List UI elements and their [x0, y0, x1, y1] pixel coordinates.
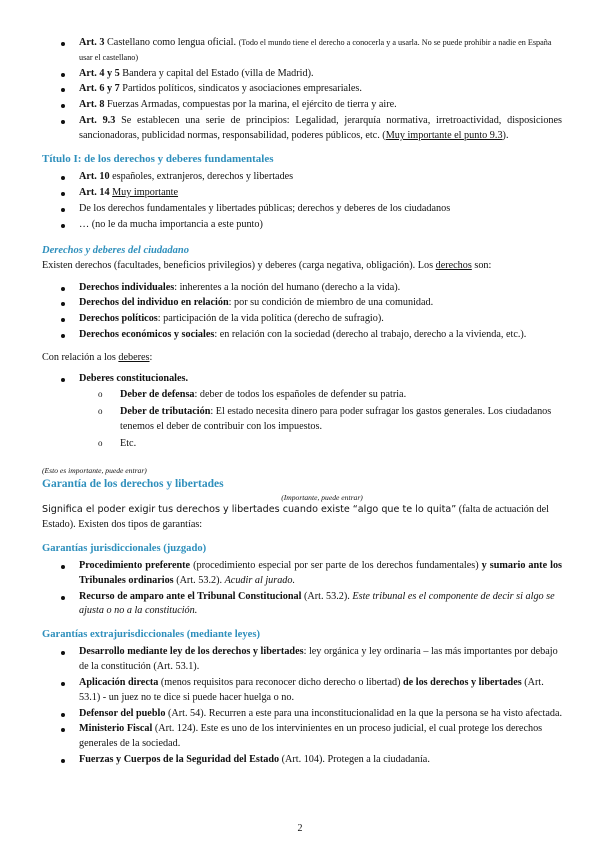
list-item: [79, 218, 562, 233]
list-item: [79, 296, 562, 311]
item-text: … (no le da mucha importancia a este punto): [79, 218, 263, 230]
subsection-heading: Garantías jurisdiccionales (juzgado): [42, 542, 207, 554]
paragraph: [42, 503, 562, 533]
list-item: [79, 559, 562, 589]
definition: : deber de todos los españoles de defender su patria.: [194, 389, 407, 401]
term: Deber de tributación: [120, 406, 211, 417]
article-text: españoles, extranjeros, derechos y libertades: [109, 171, 294, 183]
term: Defensor del pueblo: [79, 707, 166, 719]
text: (falta de actuación del Estado). Existen dos tipos de garantías:: [42, 504, 549, 530]
term: Aplicación directa: [79, 676, 159, 688]
term: Derechos del individuo en relación: [79, 297, 229, 309]
article-text: Se establecen una serie de principios: Legalidad, jerarquía normativa, irretroactividad, disposiciones sancionadoras, publicidad normas, responsabilidad, poderes públicos, etc. (: [79, 114, 562, 141]
spacer: [42, 365, 562, 372]
paragraph: [42, 259, 562, 274]
definition: (Art. 53.1) - un juez no te dice si puede hacer huelga o no.: [79, 676, 544, 703]
list-item: [79, 645, 562, 675]
sublist-item: [120, 437, 562, 452]
list-item: [79, 722, 562, 752]
definition: (Art. 53.2).: [301, 590, 353, 602]
list-item: [79, 312, 562, 327]
term: Deberes constitucionales.: [79, 373, 189, 385]
definition: : en relación con la sociedad (derecho al trabajo, derecho a la vivienda, etc.).: [214, 328, 527, 340]
term: Recurso de amparo ante el Tribunal Constitucional: [79, 590, 302, 602]
paragraph: [42, 351, 562, 366]
underlined-note: Muy importante: [112, 187, 179, 199]
sublist-item: [120, 388, 562, 403]
text: Con relación a los: [42, 351, 119, 363]
deberes-list: [42, 372, 562, 387]
article-text: Bandera y capital del Estado (villa de Madrid).: [119, 67, 314, 79]
article-number: Art. 4 y 5: [79, 67, 120, 79]
term: y sumario ante los Tribunales ordinarios: [79, 559, 563, 586]
definition: (menos requisitos para reconocer dicho derecho o libertad): [158, 676, 404, 688]
derechos-list: [42, 281, 562, 343]
article-number: Art. 10: [79, 171, 110, 183]
definition: (Art. 53.2).: [173, 574, 225, 586]
deberes-sublist: [42, 388, 562, 451]
list-item: [79, 281, 562, 296]
spacer: [42, 274, 562, 281]
term: de los derechos y libertades: [403, 676, 522, 688]
text: son:: [471, 259, 492, 271]
subsection-heading: Derechos y deberes del ciudadano: [42, 244, 189, 256]
list-item: [79, 82, 562, 97]
term: Desarrollo mediante ley de los derechos y libertades: [79, 646, 304, 658]
definition: : por su condición de miembro de una comunidad.: [228, 297, 434, 309]
extrajurisdiccionales-list: [42, 645, 562, 767]
list-item: [79, 328, 562, 343]
underlined-word: deberes: [118, 351, 150, 363]
definition: : participación de la vida política (derecho de sufragio).: [157, 313, 384, 325]
term: Ministerio Fiscal: [79, 723, 153, 735]
article-text: Partidos políticos, sindicatos y asociaciones empresariales.: [119, 83, 362, 95]
list-item: [79, 170, 562, 185]
subsection-heading: Garantías extrajurisdiccionales (mediante leyes): [42, 629, 261, 641]
list-item: [79, 707, 562, 722]
definition: (Art. 54). Recurren a este para una inconstitucionalidad en la que la persona se ha visto afectada.: [165, 707, 563, 719]
term: Derechos económicos y sociales: [79, 328, 215, 340]
underlined-word: derechos: [435, 259, 472, 271]
list-item: [79, 202, 562, 217]
definition: (Art. 104). Protegen a la ciudadanía.: [279, 753, 430, 765]
article-number: Art. 6 y 7: [79, 83, 120, 95]
definition: : ley orgánica y ley ordinaria – las más importantes por debajo de la constitución (Art. 53.1).: [79, 646, 558, 673]
margin-note: (Importante, puede entrar): [281, 493, 363, 503]
item-text: De los derechos fundamentales y libertades públicas; derechos y deberes de los ciudadanos: [79, 202, 451, 214]
definition: : El estado necesita dinero para poder sufragar los gastos generales. Los ciudadanos tenemos el deber de contribuir con los impuestos.: [120, 406, 552, 432]
definition: : inherentes a la noción del humano (derecho a la vida).: [174, 281, 401, 293]
article-number: Art. 8: [79, 99, 105, 111]
section-heading: Garantía de los derechos y libertades: [42, 478, 224, 491]
article-text: Fuerzas Armadas, compuestas por la marina, el ejército de tierra y aire.: [104, 99, 397, 111]
italic-note: Este tribunal es el componente de decir si algo se ajusta o no a la constitución.: [79, 590, 555, 617]
article-text: Castellano como lengua oficial.: [104, 37, 239, 48]
sublist-item: [120, 405, 562, 435]
list-item: [79, 36, 562, 66]
definition: Etc.: [120, 437, 137, 449]
article-text-tail: ).: [502, 129, 509, 141]
article-note: (Todo el mundo tiene el derecho a conocerla y a usarla. No se puede prohibir a nadie en España usar el castellano): [79, 38, 552, 62]
term: Derechos individuales: [79, 281, 175, 293]
term: Derechos políticos: [79, 313, 158, 325]
term: Deber de defensa: [120, 389, 195, 401]
definition: (procedimiento especial por ser parte de los derechos fundamentales): [190, 559, 482, 571]
list-item: [79, 98, 562, 113]
term: Fuerzas y Cuerpos de la Seguridad del Estado: [79, 753, 280, 765]
article-number: Art. 14: [79, 187, 110, 199]
spacer: [42, 344, 562, 351]
list-item: [79, 372, 562, 387]
jurisdiccionales-list: [42, 559, 562, 619]
page-number: 2: [297, 823, 303, 834]
handwritten-like-text: Significa el poder exigir tus derechos y libertades cuando existe “algo que te lo quita”: [42, 504, 457, 516]
list-item: [79, 67, 562, 82]
article-number: Art. 3: [79, 37, 105, 48]
list-item: [79, 186, 562, 201]
titulo1-list: [42, 170, 562, 232]
section-heading: Título I: de los derechos y deberes fundamentales: [42, 153, 274, 166]
list-item: [79, 590, 562, 620]
article-number: Art. 9.3: [79, 114, 116, 126]
text: Existen derechos (facultades, beneficios privilegios) y deberes (carga negativa, obligación). Los: [42, 259, 436, 271]
articles-list: [42, 36, 562, 143]
margin-note: (Esto es importante, puede entrar): [42, 466, 147, 476]
list-item: [79, 114, 562, 144]
italic-note: Acudir al jurado.: [224, 574, 296, 586]
underlined-note: Muy importante el punto 9.3: [385, 129, 503, 141]
list-item: [79, 676, 562, 706]
term: Procedimiento preferente: [79, 559, 191, 571]
definition: (Art. 124). Este es uno de los intervinientes en un proceso judicial, el cual protege los derechos generales de la sociedad.: [79, 723, 543, 750]
text: :: [149, 351, 153, 363]
page-content: [42, 36, 562, 769]
list-item: [79, 753, 562, 768]
